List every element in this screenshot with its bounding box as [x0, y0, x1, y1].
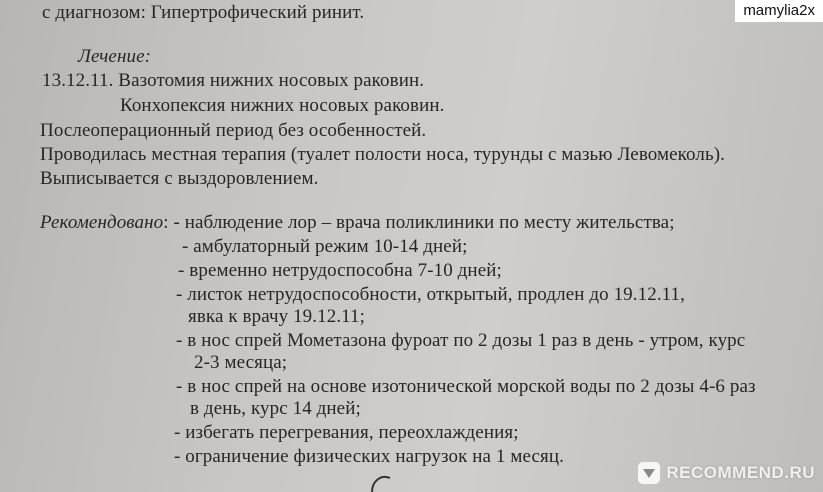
recommend-item: в день, курс 14 дней;: [190, 398, 361, 419]
treatment-heading: Лечение:: [78, 46, 152, 67]
recommend-item: - избегать перегревания, переохлаждения;: [174, 422, 519, 443]
recommend-item: - временно нетрудоспособна 7-10 дней;: [178, 260, 502, 281]
brand-watermark: [638, 462, 815, 484]
recommend-item: явка к врачу 19.12.11;: [188, 306, 366, 327]
recommend-item: - в нос спрей на основе изотонической морской воды по 2 дозы 4-6 раз: [176, 376, 756, 397]
recommend-logo-icon: [638, 462, 660, 484]
diagnosis-line: с диагнозом: Гипертрофический ринит.: [42, 2, 365, 23]
treatment-line: Конхопексия нижних носовых раковин.: [120, 95, 445, 116]
recommend-item: - амбулаторный режим 10-14 дней;: [182, 236, 468, 257]
treatment-line: Проводилась местная терапия (туалет полости носа, турунды с мазью Левомеколь).: [40, 144, 726, 165]
treatment-line: Выписывается с выздоровлением.: [40, 168, 319, 189]
recommend-item: - ограничение физических нагрузок на 1 месяц.: [174, 446, 564, 467]
recommend-item: - листок нетрудоспособности, открытый, продлен до 19.12.11,: [176, 284, 686, 305]
treatment-line: Послеоперационный период без особенностей.: [40, 120, 427, 141]
brand-watermark-text: RECOMMEND.RU: [666, 463, 815, 482]
recommend-item: 2-3 месяца;: [194, 352, 288, 373]
recommend-item: - в нос спрей Мометазона фуроат по 2 дозы 1 раз в день - утром, курс: [176, 330, 746, 351]
treatment-line: 13.12.11. Вазотомия нижних носовых раковин.: [42, 70, 425, 91]
recommend-item: : - наблюдение лор – врача поликлиники по месту жительства;: [163, 212, 675, 233]
username-watermark: mamylia2x: [735, 0, 823, 22]
recommend-heading: Рекомендовано: [40, 212, 164, 233]
